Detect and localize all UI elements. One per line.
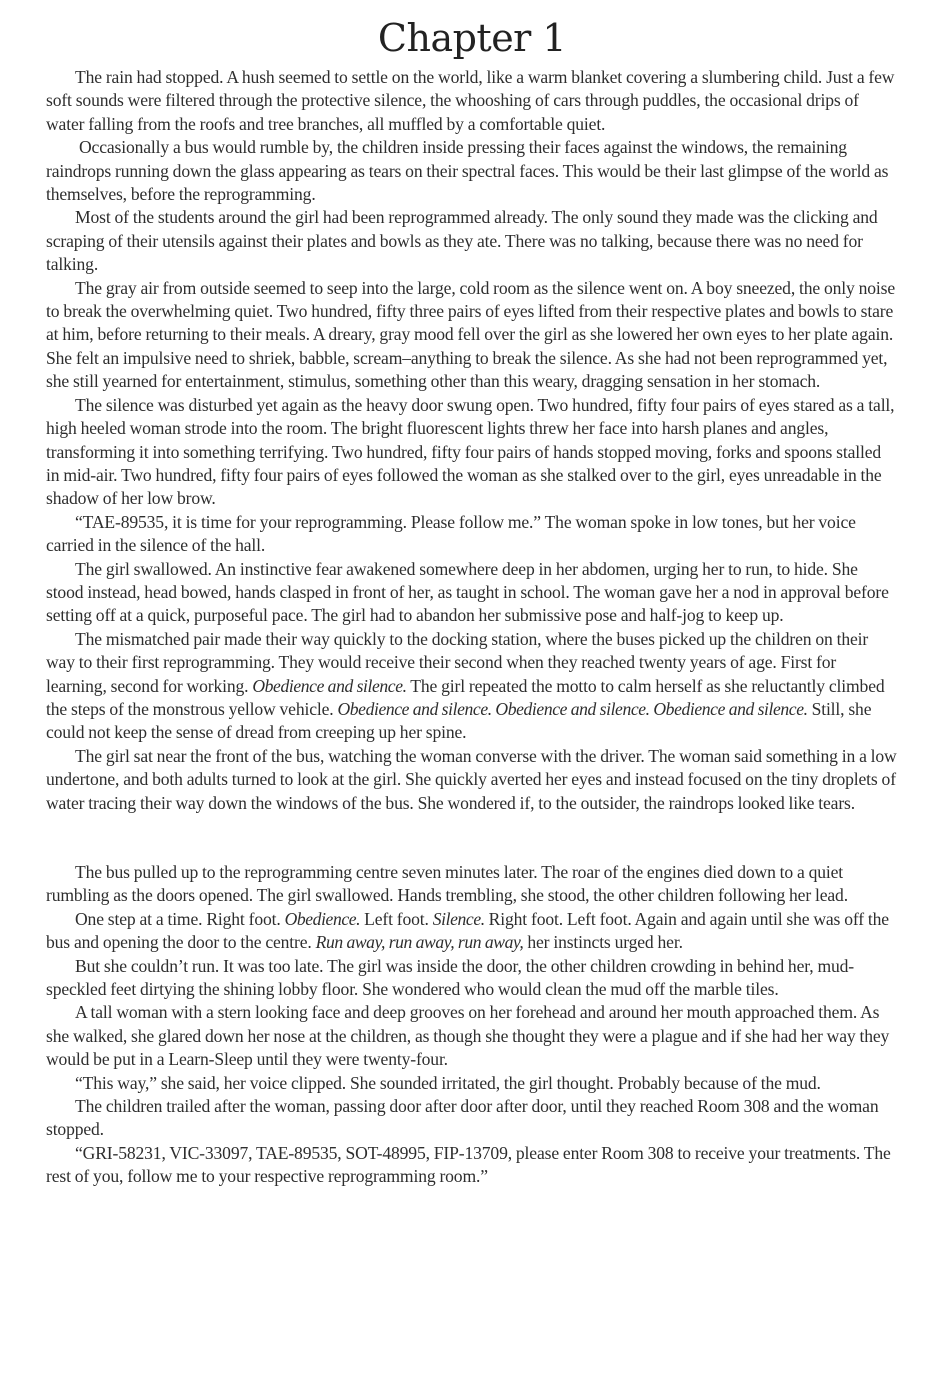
italic-text: Obedience.	[284, 908, 361, 929]
text-run: Still, she could not keep the sense of dread from creeping up her spine.	[46, 698, 872, 743]
text-run: But she couldn’t run. It was too late. The girl was inside the door, the other children crowding in behind her, mud-speckled feet dirtying the shining lobby floor. She wondered who would clean the mud off the marble tiles.	[46, 955, 854, 1000]
text-run: The silence was disturbed yet again as the heavy door swung open. Two hundred, fifty four pairs of eyes stared as a tall, high heeled woman strode into the room. The bright fluorescent lights threw her face into harsh planes and angles, transforming it into something terrifying. Two hundred, fifty four pairs of hands stopped moving, forks and spoons stalled in mid-air. Two hundred, fifty four pairs of eyes followed the woman as she stalked over to the girl, eyes unreadable in the shadow of her low brow.	[46, 394, 895, 509]
paragraph	[46, 277, 898, 394]
text-run: One step at a time. Right foot.	[75, 908, 285, 929]
text-run: The children trailed after the woman, passing door after door after door, until they reached Room 308 and the woman stopped.	[46, 1096, 879, 1140]
text-run: “This way,” she said, her voice clipped. She sounded irritated, the girl thought. Probably because of the mud.	[75, 1072, 821, 1093]
text-run: Occasionally a bus would rumble by, the children inside pressing their faces against the windows, the remaining raindrops running down the glass appearing as tears on their spectral faces. This would be their last glimpse of the world as themselves, before the reprogramming.	[46, 137, 889, 205]
italic-text: Run away, run away, run away,	[315, 932, 524, 953]
document-page	[46, 0, 898, 1189]
paragraph	[46, 511, 898, 558]
paragraph	[46, 1072, 898, 1095]
paragraph	[46, 66, 898, 136]
text-run: The girl sat near the front of the bus, watching the woman converse with the driver. The woman said something in a low undertone, and both adults turned to look at the girl. She quickly averted her eyes and instead focused on the tiny droplets of water tracing their way down the windows of the bus. She wondered if, to the outsider, the raindrops looked like tears.	[46, 745, 897, 813]
italic-text: Obedience and silence.	[252, 675, 407, 696]
italic-text: Obedience and silence. Obedience and silence. Obedience and silence.	[337, 698, 808, 719]
chapter-title: Chapter 1	[377, 16, 567, 60]
text-run: “GRI-58231, VIC-33097, TAE-89535, SOT-48995, FIP-13709, please enter Room 308 to receive your treatments. The rest of you, follow me to your respective reprogramming room.”	[46, 1142, 891, 1187]
paragraph	[46, 861, 898, 908]
paragraph	[46, 745, 898, 815]
paragraph	[46, 628, 898, 745]
text-run: The gray air from outside seemed to seep into the large, cold room as the silence went on. A boy sneezed, the only noise to break the overwhelming quiet. Two hundred, fifty three pairs of eyes lifted from their respective plates and bowls to stare at him, before returning to their meals. A dreary, gray mood fell over the girl as she lowered her own eyes to her plate again. She felt an impulsive need to shriek, babble, scream–anything to break the silence. As she had not been reprogrammed yet, she still yearned for entertainment, stimulus, something other than this weary, dragging sensation in her stomach.	[46, 277, 896, 392]
paragraph	[46, 394, 898, 511]
text-run: The rain had stopped. A hush seemed to settle on the world, like a warm blanket covering a slumbering child. Just a few soft sounds were filtered through the protective silence, the whooshing of cars through puddles, the occasional drips of water falling from the roofs and tree branches, all muffled by a comfortable quiet.	[46, 67, 895, 134]
text-run: A tall woman with a stern looking face and deep grooves on her forehead and around her mouth approached them. As she walked, she glared down her nose at the children, as though she thought they were a plague and if she had her way they would be put in a Learn-Sleep until they were twenty-four.	[46, 1002, 890, 1070]
text-run: Right foot. Left foot. Again and again until she was off the bus and opening the door to the centre.	[46, 908, 889, 953]
paragraph	[46, 908, 898, 955]
section-1	[46, 66, 898, 815]
text-run: “TAE-89535, it is time for your reprogramming. Please follow me.” The woman spoke in low tones, but her voice carried in the silence of the hall.	[46, 511, 856, 556]
italic-text: Silence.	[432, 908, 485, 929]
text-run: The girl swallowed. An instinctive fear awakened somewhere deep in her abdomen, urging her to run, to hide. She stood instead, head bowed, hands clasped in front of her, as taught in school. The woman gave her a nod in approval before setting off at a quick, purposeful pace. The girl had to abandon her submissive pose and half-jog to keep up.	[46, 558, 889, 626]
paragraph	[46, 206, 898, 276]
paragraph	[46, 136, 898, 206]
paragraph	[46, 1142, 898, 1189]
paragraph	[46, 1095, 898, 1142]
paragraph	[46, 955, 898, 1002]
text-run: Most of the students around the girl had been reprogrammed already. The only sound they made was the clicking and scraping of their utensils against their plates and bowls as they ate. There was no talking, because there was no need for talking.	[46, 207, 878, 275]
text-run: The mismatched pair made their way quickly to the docking station, where the buses picked up the children on their way to their first reprogramming. They would receive their second when they reached twenty years of age. First for learning, second for working.	[46, 628, 869, 696]
paragraph	[46, 558, 898, 628]
section-2	[46, 861, 898, 1189]
text-run: The bus pulled up to the reprogramming centre seven minutes later. The roar of the engines died down to a quiet rumbling as the doors opened. The girl swallowed. Hands trembling, she stood, the other children following her lead.	[46, 862, 848, 906]
text-run: The girl repeated the motto to calm herself as she reluctantly climbed the steps of the monstrous yellow vehicle.	[46, 675, 885, 719]
section-break	[46, 815, 898, 861]
paragraph	[46, 1001, 898, 1071]
text-run: Left foot.	[360, 908, 433, 929]
text-run: her instincts urged her.	[523, 932, 683, 953]
